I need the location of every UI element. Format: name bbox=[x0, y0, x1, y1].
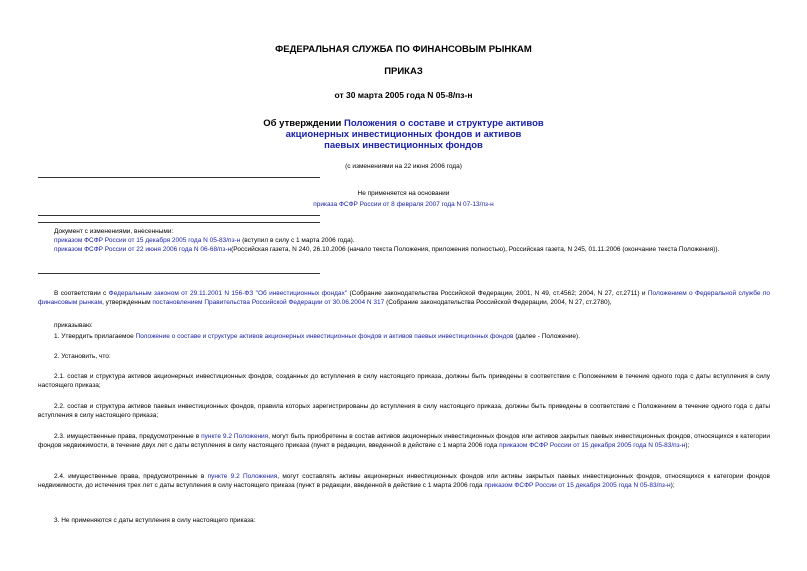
doc-title bbox=[0, 118, 807, 151]
paragraph: 2.2. состав и структура активов паевых инвестиционных фондов, правила которых зарегистрированы до вступления в силу настоящего приказа, должны быть приведены в соответствие с Положением в течение одного года с даты вступления в силу настоящего приказа; bbox=[38, 403, 770, 420]
regulation-link[interactable]: Положением о Федеральной службе по финансовым рынкам bbox=[38, 290, 770, 307]
doc-date-number: от 30 марта 2005 года N 05-8/пз-н bbox=[334, 90, 473, 100]
amendment-item: приказом ФСФР России от 22 июня 2006 года N 06-68/пз-н(Российская газета, N 240, 26.10.2006 (начало текста Положения, приложения полностью), Российская газета, N 245, 01.11.2006 (окончание текста Положения)). bbox=[54, 246, 720, 254]
changes-note: (с изменениями на 22 июня 2006 года) bbox=[345, 163, 462, 170]
doc-type: ПРИКАЗ bbox=[384, 66, 423, 77]
title-prefix: Об утверждении bbox=[263, 118, 345, 129]
clause-link[interactable]: пункте 9.2 Положения bbox=[207, 473, 278, 480]
paragraph: 2.3. имущественные права, предусмотренные в пункте 9.2 Положения, могут быть приобретены в состав активов акционерных инвестиционных фондов или активов закрытых паевых инвестиционных фондов, относящихся к категории фондов недвижимости, в течение двух лет с даты вступления в силу настоящего приказа (пункт в редакции, введенной в действие с 1 марта 2006 года приказом ФСФР России от 15 декабря 2005 года N 05-83/пз-н); bbox=[38, 433, 770, 450]
regulation-link[interactable]: Положение о составе и структуре активов акционерных инвестиционных фондов и активов паевых инвестиционных фондов bbox=[135, 333, 514, 340]
title-link-line3[interactable]: паевых инвестиционных фондов bbox=[324, 140, 483, 151]
paragraph: приказываю: bbox=[54, 322, 93, 329]
divider bbox=[38, 177, 320, 178]
amendment-link[interactable]: приказом ФСФР России от 15 декабря 2005 года N 05-83/пз-н bbox=[54, 237, 241, 245]
divider bbox=[38, 273, 320, 274]
order-link[interactable]: приказом ФСФР России от 15 декабря 2005 года N 05-83/пз-н bbox=[484, 482, 671, 490]
not-applied-link-wrap bbox=[0, 201, 807, 208]
paragraph: В соответствии с Федеральным законом от 29.11.2001 N 156-ФЗ "Об инвестиционных фондах" (Собрание законодательства Российской Федерации, 2001, N 49, ст.4562; 2004, N 27, ст.2711) и Положением о Федеральной службе по финансовым рынкам, утвержденным постановлением Правительства Российской Федерации от 30.06.2004 N 317 (Собрание законодательства Российской Федерации, 2004, N 27, ст.2780), bbox=[38, 290, 770, 307]
amendments-block bbox=[38, 227, 770, 255]
paragraph: 2. Установить, что: bbox=[54, 353, 111, 360]
decree-link[interactable]: постановлением Правительства Российской Федерации от 30.06.2004 N 317 bbox=[152, 299, 385, 307]
clause-link[interactable]: пункте 9.2 Положения bbox=[201, 433, 269, 440]
title-link[interactable]: Положения о составе и структуре активов bbox=[344, 118, 544, 129]
amendments-intro: Документ с изменениями, внесенными: bbox=[54, 228, 174, 235]
title-link-line2[interactable]: акционерных инвестиционных фондов и активов bbox=[285, 129, 522, 140]
paragraph: 1. Утвердить прилагаемое Положение о составе и структуре активов акционерных инвестиционных фондов и активов паевых инвестиционных фондов (далее - Положение). bbox=[54, 333, 581, 340]
paragraph: 2.1. состав и структура активов акционерных инвестиционных фондов, созданных до вступления в силу настоящего приказа, должны быть приведены в соответствие с Положением в течение одного года с даты вступления в силу настоящего приказа; bbox=[38, 373, 770, 390]
law-link[interactable]: Федеральным законом от 29.11.2001 N 156-ФЗ "Об инвестиционных фондах" bbox=[108, 290, 348, 297]
not-applied-link[interactable]: приказа ФСФР России от 8 февраля 2007 года N 07-13/пз-н bbox=[313, 201, 494, 208]
order-link[interactable]: приказом ФСФР России от 15 декабря 2005 года N 05-83/пз-н bbox=[499, 442, 686, 450]
org-title: ФЕДЕРАЛЬНАЯ СЛУЖБА ПО ФИНАНСОВЫМ РЫНКАМ bbox=[275, 44, 532, 55]
paragraph: 3. Не применяются с даты вступления в силу настоящего приказа: bbox=[54, 517, 256, 524]
divider bbox=[38, 222, 320, 223]
amendment-link[interactable]: приказом ФСФР России от 22 июня 2006 года N 06-68/пз-н bbox=[54, 246, 232, 254]
not-applied-line: Не применяется на основании bbox=[357, 190, 450, 197]
amendment-item: приказом ФСФР России от 15 декабря 2005 года N 05-83/пз-н (вступил в силу с 1 марта 2006 года). bbox=[54, 237, 355, 245]
divider bbox=[38, 215, 320, 216]
paragraph: 2.4. имущественные права, предусмотренные в пункте 9.2 Положения, могут составлять активы акционерных инвестиционных фондов или активы закрытых паевых инвестиционных фондов, относящихся к категории фондов недвижимости, до истечения трех лет с даты вступления в силу настоящего приказа (пункт в редакции, введенной в действие с 1 марта 2006 года приказом ФСФР России от 15 декабря 2005 года N 05-83/пз-н); bbox=[38, 473, 770, 490]
